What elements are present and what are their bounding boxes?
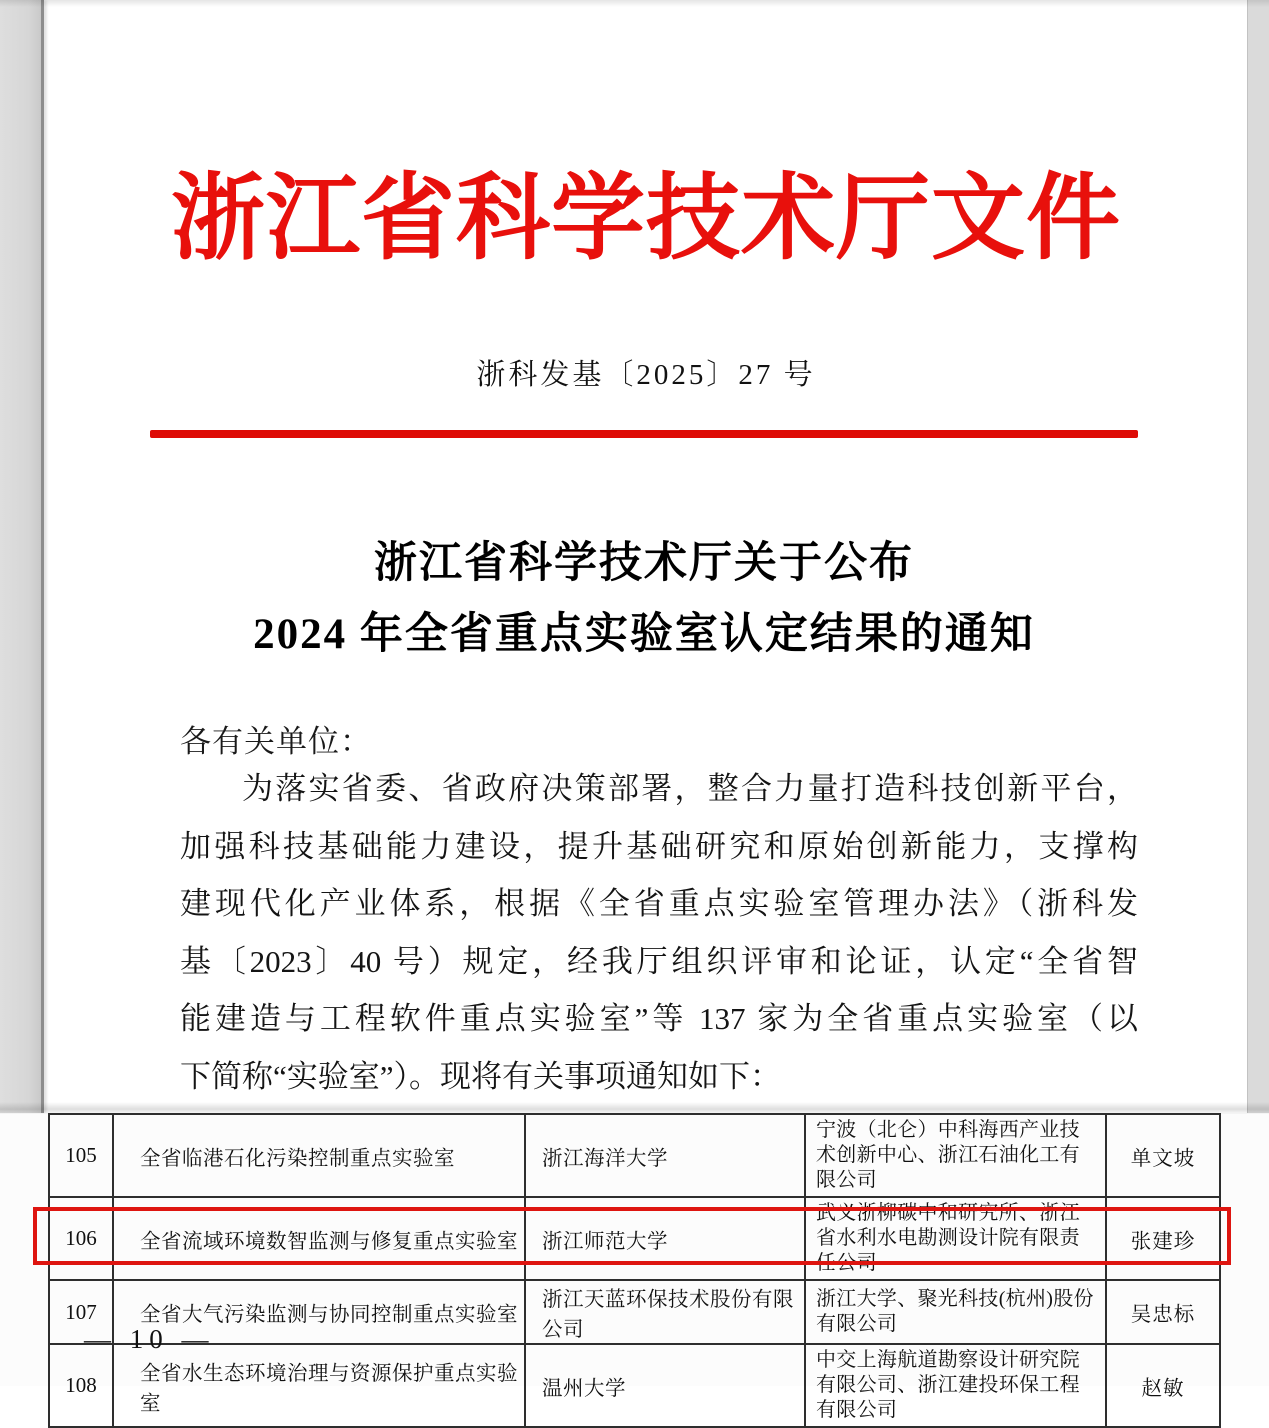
row-number: 107 [49, 1280, 113, 1344]
host-institution: 温州大学 [525, 1344, 805, 1427]
body-line: 能建造与工程软件重点实验室”等 137 家为全省重点实验室（以 [180, 1001, 1138, 1036]
partner-institutions: 中交上海航道勘察设计研究院有限公司、浙江建投环保工程有限公司 [805, 1344, 1106, 1427]
body-paragraph [180, 760, 1138, 1105]
body-line: 建现代化产业体系，根据《全省重点实验室管理办法》（浙科发 [180, 886, 1138, 921]
partner-institutions: 宁波（北仑）中科海西产业技术创新中心、浙江石油化工有限公司 [805, 1114, 1106, 1197]
lab-name: 全省临港石化污染控制重点实验室 [113, 1114, 525, 1197]
host-institution: 浙江海洋大学 [525, 1114, 805, 1197]
partner-institutions: 武义浙柳碳中和研究所、浙江省水利水电勘测设计院有限责任公司 [805, 1197, 1106, 1280]
lab-director: 赵敏 [1106, 1344, 1220, 1427]
host-institution: 浙江天蓝环保技术股份有限公司 [525, 1280, 805, 1344]
body-line: 基〔2023〕40 号）规定，经我厅组织评审和论证，认定“全省智 [180, 943, 1138, 979]
row-number: 105 [49, 1114, 113, 1197]
scan-top-shadow [0, 0, 1269, 7]
host-institution: 浙江师范大学 [525, 1197, 805, 1280]
body-line: 为落实省委、省政府决策部署，整合力量打造科技创新平台， [242, 771, 1138, 806]
table-row [49, 1114, 1220, 1197]
partner-institutions: 浙江大学、聚光科技(杭州)股份有限公司 [805, 1280, 1106, 1344]
row-number: 108 [49, 1344, 113, 1427]
lab-director: 单文坡 [1106, 1114, 1220, 1197]
table-row [49, 1197, 1220, 1280]
lab-director: 张建珍 [1106, 1197, 1220, 1280]
notice-title [120, 528, 1168, 670]
lab-name: 全省水生态环境治理与资源保护重点实验室 [113, 1344, 525, 1427]
lab-director: 吴忠标 [1106, 1280, 1220, 1344]
row-number: 106 [49, 1197, 113, 1280]
body-line: 下简称“实验室”）。现将有关事项通知如下： [180, 1058, 782, 1094]
salutation: 各有关单位： [180, 724, 372, 759]
letterhead-separator-line [150, 430, 1138, 438]
table-row-highlighted [49, 1280, 1220, 1344]
document-number: 浙科发基〔2025〕27 号 [476, 359, 816, 391]
page-number: — 10 — [84, 1324, 215, 1354]
body-line: 加强科技基础能力建设，提升基础研究和原始创新能力，支撑构 [180, 828, 1138, 864]
scan-margin-left [0, 0, 41, 1113]
lab-name: 全省大气污染监测与协同控制重点实验室 [113, 1280, 525, 1344]
notice-title-line-1: 浙江省科学技术厅关于公布 [374, 540, 914, 587]
lab-name: 全省流域环境数智监测与修复重点实验室 [113, 1197, 525, 1280]
laboratory-table [48, 1113, 1221, 1428]
notice-title-line-2: 2024 年全省重点实验室认定结果的通知 [253, 611, 1035, 658]
letterhead-title: 浙江省科学技术厅文件 [170, 167, 1121, 271]
scan-margin-right [1247, 0, 1269, 1113]
